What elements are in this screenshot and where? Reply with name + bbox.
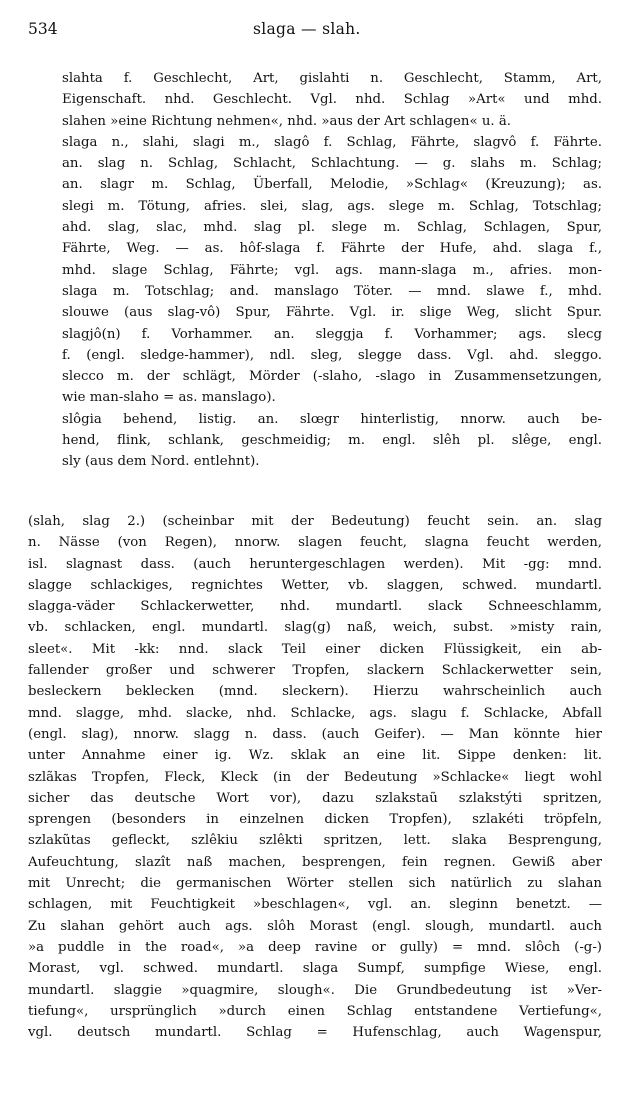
text-line: sprengen (besonders in einzelnen dicken Tropfen), szlakéti tröpfeln, <box>28 812 602 828</box>
text-line: sleet«. Mit -kk: nnd. slack Teil einer dicken Flüssigkeit, ein ab- <box>28 641 602 657</box>
text-line: slecco m. der schlägt, Mörder (-slaho, -slago in Zusammensetzungen, <box>62 369 602 385</box>
text-line: szlãkas Tropfen, Fleck, Kleck (in der Bedeutung »Schlacke« liegt wohl <box>28 769 602 785</box>
text-line: Fährte, Weg. — as. hôf-slaga f. Fährte der Hufe, ahd. slaga f., <box>62 241 602 257</box>
text-line: slahen »eine Richtung nehmen«, nhd. »aus der Art schlagen« u. ä. <box>62 113 512 129</box>
text-line: slagga-väder Schlackerwetter, nhd. mundartl. slack Schneeschlamm, <box>28 599 602 615</box>
page-number: 534 <box>28 20 58 38</box>
text-line: Zu slahan gehört auch ags. slôh Morast (engl. slough, mundartl. auch <box>28 918 602 934</box>
text-line: »a puddle in the road«, »a deep ravine or gully) = mnd. slôch (-g-) <box>28 939 602 955</box>
text-line: slôgia behend, listig. an. slœgr hinterlistig, nnorw. auch be- <box>62 411 602 427</box>
text-line: Eigenschaft. nhd. Geschlecht. Vgl. nhd. Schlag »Art« und mhd. <box>62 92 602 108</box>
text-line: wie man-slaho = as. manslago). <box>62 390 276 406</box>
text-line: slaga m. Totschlag; and. manslago Töter. — mnd. slawe f., mhd. <box>62 283 602 299</box>
text-line: (slah, slag 2.) (scheinbar mit der Bedeutung) feucht sein. an. slag <box>28 514 602 529</box>
text-line: Aufeuchtung, slazît naß machen, besprengen, fein regnen. Gewiß aber <box>28 854 602 870</box>
text-line: n. Nässe (von Regen), nnorw. slagen feucht, slagna feucht werden, <box>28 535 602 551</box>
text-line: an. slag n. Schlag, Schlacht, Schlachtung. — g. slahs m. Schlag; <box>62 156 602 172</box>
text-line: vgl. deutsch mundartl. Schlag = Hufenschlag, auch Wagenspur, <box>28 1025 602 1041</box>
text-line: slegi m. Tötung, afries. slei, slag, ags. slege m. Schlag, Totschlag; <box>62 198 602 214</box>
text-line: slagge schlackiges, regnichtes Wetter, vb. slaggen, schwed. mundartl. <box>28 577 602 593</box>
text-line: hend, flink, schlank, geschmeidig; m. engl. slêh pl. slêge, engl. <box>62 433 602 449</box>
text-line: fallender großer und schwerer Tropfen, slackern Schlackerwetter sein, <box>28 663 602 679</box>
text-line: tiefung«, ursprünglich »durch einen Schlag entstandene Vertiefung«, <box>28 1003 602 1019</box>
entry-block-slah-2 <box>28 511 602 1043</box>
text-line: mnd. slagge, mhd. slacke, nhd. Schlacke, ags. slagu f. Schlacke, Abfall <box>28 705 602 721</box>
text-line: besleckern beklecken (mnd. sleckern). Hierzu wahrscheinlich auch <box>28 684 602 700</box>
text-line: an. slagr m. Schlag, Überfall, Melodie, »Schlag« (Kreuzung); as. <box>62 177 602 193</box>
text-line: ahd. slag, slac, mhd. slag pl. slege m. Schlag, Schlagen, Spur, <box>62 220 602 236</box>
text-line: mundartl. slaggie »quagmire, slough«. Die Grundbedeutung ist »Ver- <box>28 982 602 998</box>
text-line: (engl. slag), nnorw. slagg n. dass. (auch Geifer). — Man könnte hier <box>28 726 602 742</box>
page-header <box>28 20 600 44</box>
running-head: slaga — slah. <box>253 20 361 38</box>
text-line: sicher das deutsche Wort vor), dazu szlakstaũ szlakstýti spritzen, <box>28 790 602 806</box>
text-line: slaga n., slahi, slagi m., slagô f. Schlag, Fährte, slagvô f. Fährte. <box>62 134 602 150</box>
text-line: f. (engl. sledge-hammer), ndl. sleg, slegge dass. Vgl. ahd. sleggo. <box>62 347 602 363</box>
text-line: szlakũtas gefleckt, szlêkiu szlêkti spritzen, lett. slaka Besprengung, <box>28 833 602 849</box>
text-line: slagjô(n) f. Vorhammer. an. sleggja f. Vorhammer; ags. slecg <box>62 326 602 342</box>
text-line: unter Annahme einer ig. Wz. sklak an eine lit. Sippe denken: lit. <box>28 748 602 764</box>
text-line: vb. schlacken, engl. mundartl. slag(g) naß, weich, subst. »misty rain, <box>28 620 602 636</box>
text-line: mit Unrecht; die germanischen Wörter stellen sich natürlich zu slahan <box>28 876 602 892</box>
text-line: isl. slagnast dass. (auch heruntergeschlagen werden). Mit -gg: mnd. <box>28 556 602 572</box>
text-line: schlagen, mit Feuchtigkeit »beschlagen«, vgl. an. sleginn benetzt. — <box>28 897 602 913</box>
text-line: sly (aus dem Nord. entlehnt). <box>62 454 260 470</box>
text-line: mhd. slage Schlag, Fährte; vgl. ags. mann-slaga m., afries. mon- <box>62 262 602 278</box>
text-line: slouwe (aus slag-vô) Spur, Fährte. Vgl. ir. slige Weg, slicht Spur. <box>62 305 602 321</box>
entry-block-slaga <box>62 68 602 473</box>
text-line: Morast, vgl. schwed. mundartl. slaga Sumpf, sumpfige Wiese, engl. <box>28 961 602 977</box>
text-line: slahta f. Geschlecht, Art, gislahti n. Geschlecht, Stamm, Art, <box>62 71 602 86</box>
